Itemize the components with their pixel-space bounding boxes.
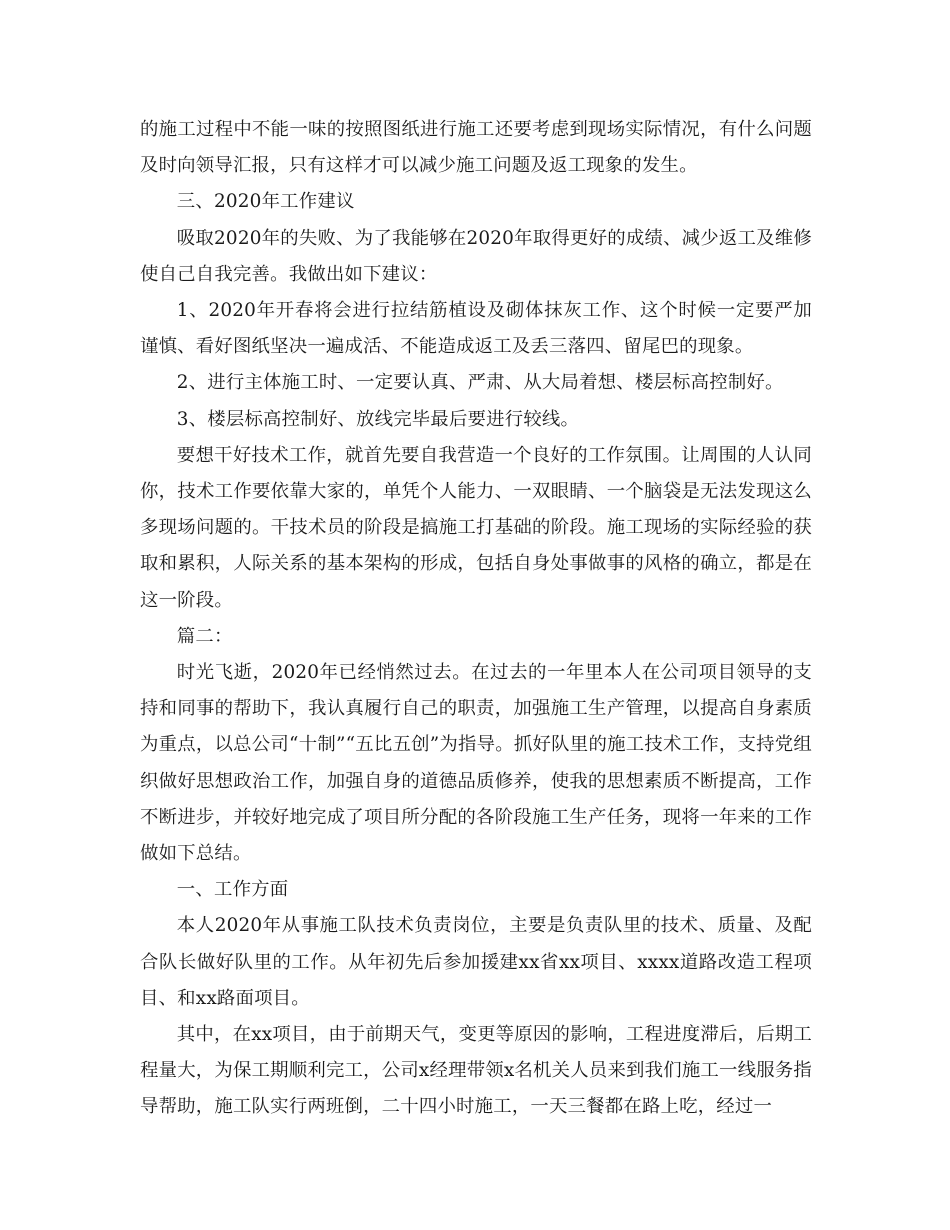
paragraph-suggestions-intro: 吸取2020年的失败、为了我能够在2020年取得更好的成绩、减少返工及维修使自己自我完善。我做出如下建议： [140,227,812,285]
document-body [140,112,812,1126]
paragraph-project-details: 其中，在xx项目，由于前期天气，变更等原因的影响，工程进度滞后，后期工程量大，为保工期顺利完工，公司x经理带领x名机关人员来到我们施工一线服务指导帮助，施工队实行两班倒，二十四小时施工，一天三餐都在路上吃，经过一 [140,1024,812,1118]
paragraph-technical-work: 要想干好技术工作，就首先要自我营造一个良好的工作氛围。让周围的人认同你，技术工作要依靠大家的，单凭个人能力、一双眼睛、一个脑袋是无法发现这么多现场问题的。干技术员的阶段是搞施工打基础的阶段。施工现场的实际经验的获取和累积，人际关系的基本架构的形成，包括自身处事做事的风格的确立，都是在这一阶段。 [140,444,812,611]
section-heading-suggestions: 三、2020年工作建议 [176,191,355,213]
paragraph-continuation: 的施工过程中不能一味的按照图纸进行施工还要考虑到现场实际情况，有什么问题及时向领导汇报，只有这样才可以减少施工问题及返工现象的发生。 [140,119,812,177]
section-heading-work: 一、工作方面 [176,879,289,901]
chapter-heading-part-two: 篇二： [176,625,233,647]
paragraph-year-summary: 时光飞逝，2020年已经悄然过去。在过去的一年里本人在公司项目领导的支持和同事的帮助下，我认真履行自己的职责，加强施工生产管理，以提高自身素质为重点，以总公司“十制”“五比五创”为指导。抓好队里的施工技术工作，支持党组织做好思想政治工作，加强自身的道德品质修养，使我的思想素质不断提高，工作不断进步，并较好地完成了项目所分配的各阶段施工生产任务，现将一年来的工作做如下总结。 [140,662,812,865]
list-item-suggestion-2: 2、进行主体施工时、一定要认真、严肃、从大局着想、楼层标高控制好。 [176,372,784,394]
list-item-suggestion-1: 1、2020年开春将会进行拉结筋植设及砌体抹灰工作、这个时候一定要严加谨慎、看好图纸坚决一遍成活、不能造成返工及丢三落四、留尾巴的现象。 [140,300,812,358]
paragraph-work-role: 本人2020年从事施工队技术负责岗位，主要是负责队里的技术、质量、及配合队长做好队里的工作。从年初先后参加援建xx省xx项目、xxxx道路改造工程项目、和xx路面项目。 [140,915,812,1009]
list-item-suggestion-3: 3、楼层标高控制好、放线完毕最后要进行较线。 [176,408,580,430]
